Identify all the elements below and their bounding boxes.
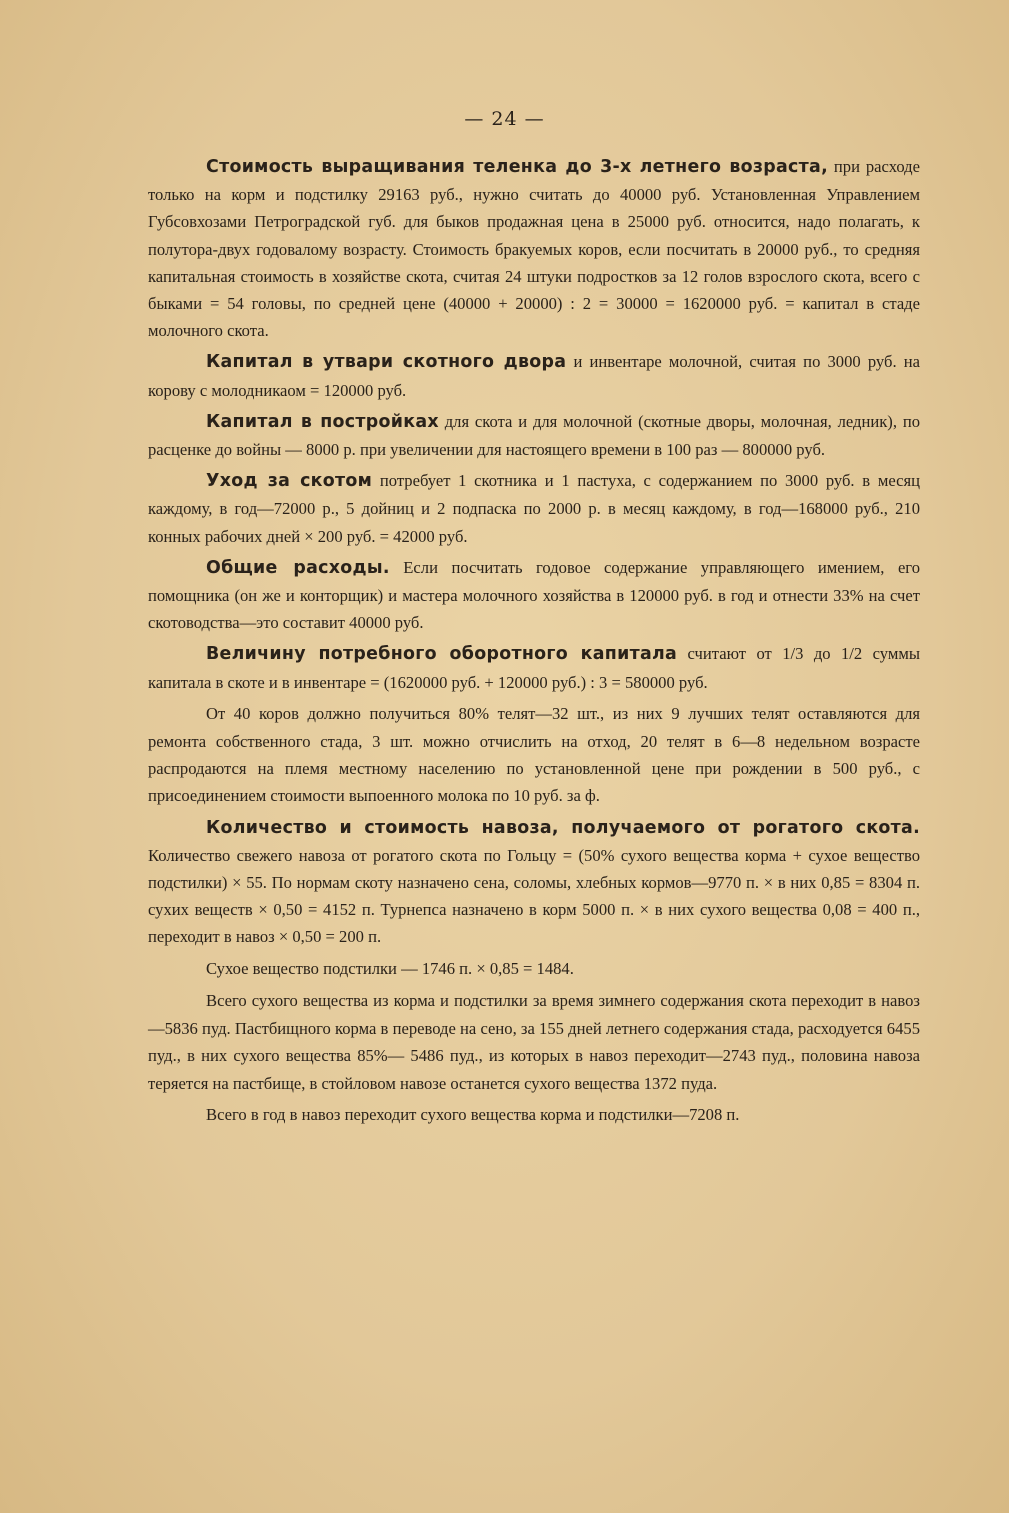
- paragraph-dry-matter-total: [148, 987, 920, 1097]
- paragraph-heading: Уход за скотом: [206, 471, 373, 492]
- paragraph-working-capital: [148, 640, 920, 695]
- paragraph-text: Если посчитать годовое содержание управляющего имением, его помощника (он же и конторщик) и мастера молочного хозяйства в 120000 руб. в год и отнести 33% на счет скотоводства—это составит 40000 руб.: [148, 557, 920, 633]
- paragraph-heading: Количество и стоимость навоза, получаемого от рогатого скота.: [206, 817, 920, 838]
- paragraph-manure-amount: [148, 814, 920, 951]
- paragraph-text: для скота и для молочной (скотные дворы, молочная, ледник), по расценке до войны — 8000 р. при увеличении для настоящего времени в 100 раз — 800000 руб.: [148, 411, 920, 460]
- paragraph-cattle-care: [148, 467, 920, 550]
- paragraph-text: считают от 1/3 до 1/2 суммы капитала в скоте и в инвентаре = (1620000 руб. + 120000 руб.) : 3 = 580000 руб.: [148, 644, 920, 692]
- paragraph-utensils-capital: [148, 348, 920, 403]
- paragraph-heading: Стоимость выращивания теленка до 3-х летнего возраста,: [206, 157, 828, 177]
- paragraph-heading: Величину потребного оборотного капитала: [206, 644, 678, 665]
- paragraph-text: Количество свежего навоза от рогатого скота по Гольцу = (50% сухого вещества корма + сухое вещество подстилки) × 55. По нормам скоту назначено сена, соломы, хлебных кормов—9770 п. × в них 0,85 = 8304 п. сухих веществ × 0,50 = 4152 п. Турнепса назначено в корм 5000 п. × в них сухого вещества 0,08 = 400 п., переходит в навоз × 0,50 = 200 п.: [148, 845, 920, 947]
- paragraph-calf-cost: [148, 153, 920, 344]
- page-number: — 24 —: [464, 108, 545, 130]
- paragraph-text: Всего сухого вещества из корма и подстилки за время зимнего содержания скота переходит в навоз—5836 пуд. Пастбищного корма в переводе на сено, за 155 дней летнего содержания стада, расходуется 6455 пуд., в них сухого вещества 85%— 5486 пуд., из которых в навоз переходит—2743 пуд., половина навоза теряется на пастбище, в стойловом навозе останется сухого вещества 1372 пуда.: [148, 990, 920, 1093]
- paragraph-heading: Общие расходы.: [206, 557, 390, 578]
- paragraph-text: Сухое вещество подстилки — 1746 п. × 0,85 = 1484.: [206, 958, 574, 978]
- paragraph-calves: [148, 700, 920, 810]
- paragraph-bedding-dry-matter: [148, 955, 920, 983]
- paragraph-text: потребует 1 скотника и 1 пастуха, с содержанием по 3000 руб. в месяц каждому, в год—72000 р., 5 дойниц и 2 подпаска по 2000 р. в месяц каждому, в год—168000 руб., 210 конных рабочих дней × 200 руб. = 42000 руб.: [148, 471, 920, 546]
- paragraph-heading: Капитал в утвари скотного двора: [206, 352, 567, 373]
- paragraph-yearly-total: [148, 1101, 920, 1129]
- paragraph-text: Всего в год в навоз переходит сухого вещества корма и подстилки—7208 п.: [206, 1104, 740, 1124]
- paragraph-general-expenses: [148, 554, 920, 637]
- paragraph-text: при расходе только на корм и подстилку 29163 руб., нужно считать до 40000 руб. Установленная Управлением Губсовхозами Петроградской губ. для быков продажная цена в 25000 руб. относится, надо полагать, к полутора-двух годовалому возрасту. Стоимость бракуемых коров, если посчитать в 20000 руб., то средняя капитальная стоимость в хозяйстве скота, считая 24 штуки подростков за 12 голов взрослого скота, всего с быками = 54 головы, по средней цене (40000 + 20000) : 2 = 30000 = 1620000 руб. = капитал в стаде молочного скота.: [148, 157, 920, 341]
- paragraph-heading: Капитал в постройках: [206, 411, 439, 432]
- paragraph-text: От 40 коров должно получиться 80% телят—32 шт., из них 9 лучших телят оставляются для ремонта собственного стада, 3 шт. можно отчислить на отход, 20 телят в 6—8 недельном возрасте распродаются на племя местному населению по установленной цене при рождении в 500 руб., с присоединением стоимости выпоенного молока по 10 руб. за ф.: [148, 703, 920, 806]
- paragraph-text: и инвентаре молочной, считая по 3000 руб. на корову с молодникаом = 120000 руб.: [148, 352, 920, 400]
- body-text: [148, 153, 920, 1129]
- paragraph-buildings-capital: [148, 408, 920, 463]
